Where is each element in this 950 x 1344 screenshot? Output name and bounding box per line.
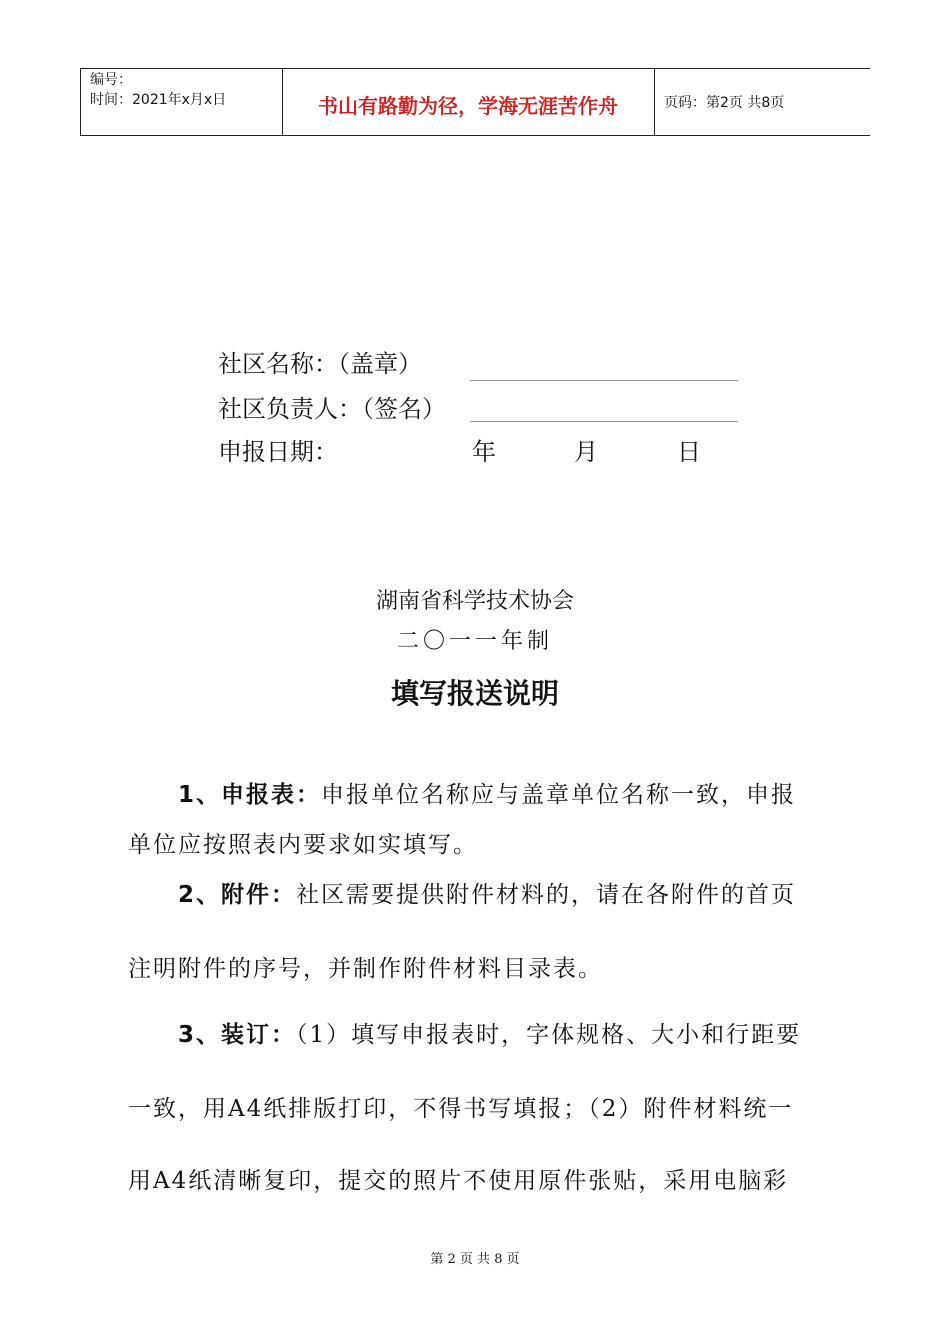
header-bottom-border (80, 135, 870, 136)
item-2-line-2: 注明附件的序号，并制作附件材料目录表。 (128, 956, 603, 982)
item-3-line-1 (178, 1016, 878, 1049)
item-2-head: 2、附件： (178, 882, 297, 908)
month-unit: 月 (574, 438, 598, 466)
header-meta (90, 70, 226, 110)
item-2-line-1 (178, 876, 878, 909)
community-name-label: 社区名称：（盖章） (218, 350, 422, 378)
header-top-border (80, 68, 870, 69)
header-page-info: 页码：第2页 共8页 (664, 95, 785, 111)
time-label: 时间：2021年x月x日 (90, 92, 227, 108)
day-unit: 日 (677, 438, 701, 466)
report-date-label: 申报日期： (218, 438, 338, 466)
number-label: 编号： (90, 72, 132, 88)
header-motto: 书山有路勤为径，学海无涯苦作舟 (318, 94, 618, 118)
year-made: 二〇一一年制 (396, 629, 553, 654)
item-2-text: 社区需要提供附件材料的，请在各附件的首页 (296, 882, 797, 908)
item-1-text: 申报单位名称应与盖章单位名称一致，申报 (321, 782, 797, 808)
organization-name: 湖南省科学技术协会 (375, 589, 574, 614)
document-title: 填写报送说明 (390, 677, 559, 710)
header-divider-2 (654, 68, 655, 136)
item-3-line-2: 一致，用A4纸排版打印，不得书写填报；（2）附件材料统一 (128, 1096, 794, 1122)
year-unit: 年 (472, 438, 496, 466)
item-3-line-3: 用A4纸清晰复印，提交的照片不使用原件张贴，采用电脑彩 (128, 1168, 789, 1194)
item-3-text: （1）填写申报表时，字体规格、大小和行距要 (296, 1022, 802, 1048)
item-1-head: 1、申报表： (178, 782, 322, 808)
community-head-label: 社区负责人：（签名） (218, 395, 446, 423)
community-head-field[interactable] (470, 421, 738, 422)
item-3-head: 3、装订： (178, 1022, 297, 1048)
item-1-line-2: 单位应按照表内要求如实填写。 (128, 832, 478, 858)
community-name-field[interactable] (470, 380, 738, 381)
page-footer: 第 2 页 共 8 页 (430, 1252, 520, 1267)
header-divider-left (80, 68, 81, 136)
item-1-line-1 (178, 776, 878, 809)
